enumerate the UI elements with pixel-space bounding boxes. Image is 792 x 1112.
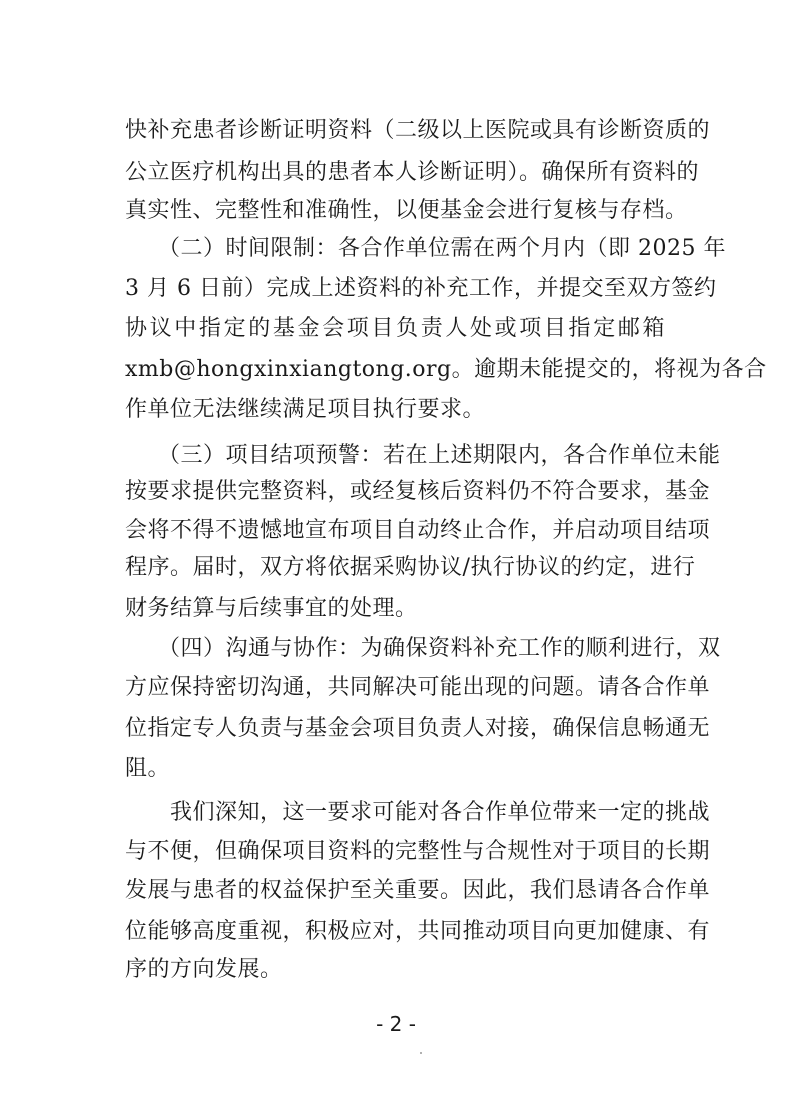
text-line: （四）沟通与协作：为确保资料补充工作的顺利进行，双 xyxy=(158,636,721,661)
text-line: 财务结算与后续事宜的处理。 xyxy=(125,596,418,621)
text-line: 位能够高度重视，积极应对，共同推动项目向更加健康、有 xyxy=(125,919,711,944)
text-line: 作单位无法继续满足项目执行要求。 xyxy=(125,397,486,422)
text-line: 序的方向发展。 xyxy=(125,957,283,982)
text-line: 快补充患者诊断证明资料（二级以上医院或具有诊断资质的 xyxy=(125,118,711,143)
text-line: 发展与患者的权益保护至关重要。因此，我们恳请各合作单 xyxy=(125,878,711,903)
text-line: 程序。届时，双方将依据采购协议/执行协议的约定，进行 xyxy=(125,555,696,580)
text-line: 位指定专人负责与基金会项目负责人对接，确保信息畅通无 xyxy=(125,716,711,741)
text-line: 阻。 xyxy=(125,756,171,781)
text-line: 公立医疗机构出具的患者本人诊断证明）。确保所有资料的 xyxy=(125,160,700,185)
text-line: 协议中指定的基金会项目负责人处或项目指定邮箱 xyxy=(125,316,665,341)
text-line: 真实性、完整性和准确性，以便基金会进行复核与存档。 xyxy=(125,198,688,223)
scan-speck xyxy=(420,1052,422,1054)
text-line: 按要求提供完整资料，或经复核后资料仍不符合要求，基金 xyxy=(125,479,711,504)
text-line: （二）时间限制：各合作单位需在两个月内（即 2025 年 xyxy=(158,236,726,261)
text-line: 与不便，但确保项目资料的完整性与合规性对于项目的长期 xyxy=(125,839,711,864)
text-line: 我们深知，这一要求可能对各合作单位带来一定的挑战 xyxy=(170,800,711,825)
text-line: 方应保持密切沟通，共同解决可能出现的问题。请各合作单 xyxy=(125,675,711,700)
text-line: （三）项目结项预警：若在上述期限内，各合作单位未能 xyxy=(158,443,721,468)
text-line: 3 月 6 日前）完成上述资料的补充工作，并提交至双方签约 xyxy=(125,276,717,301)
text-line: 会将不得不遗憾地宣布项目自动终止合作，并启动项目结项 xyxy=(125,518,711,543)
text-line: xmb@hongxinxiangtong.org。逾期未能提交的，将视为各合 xyxy=(125,357,767,382)
page-number: - 2 - xyxy=(376,1012,416,1036)
